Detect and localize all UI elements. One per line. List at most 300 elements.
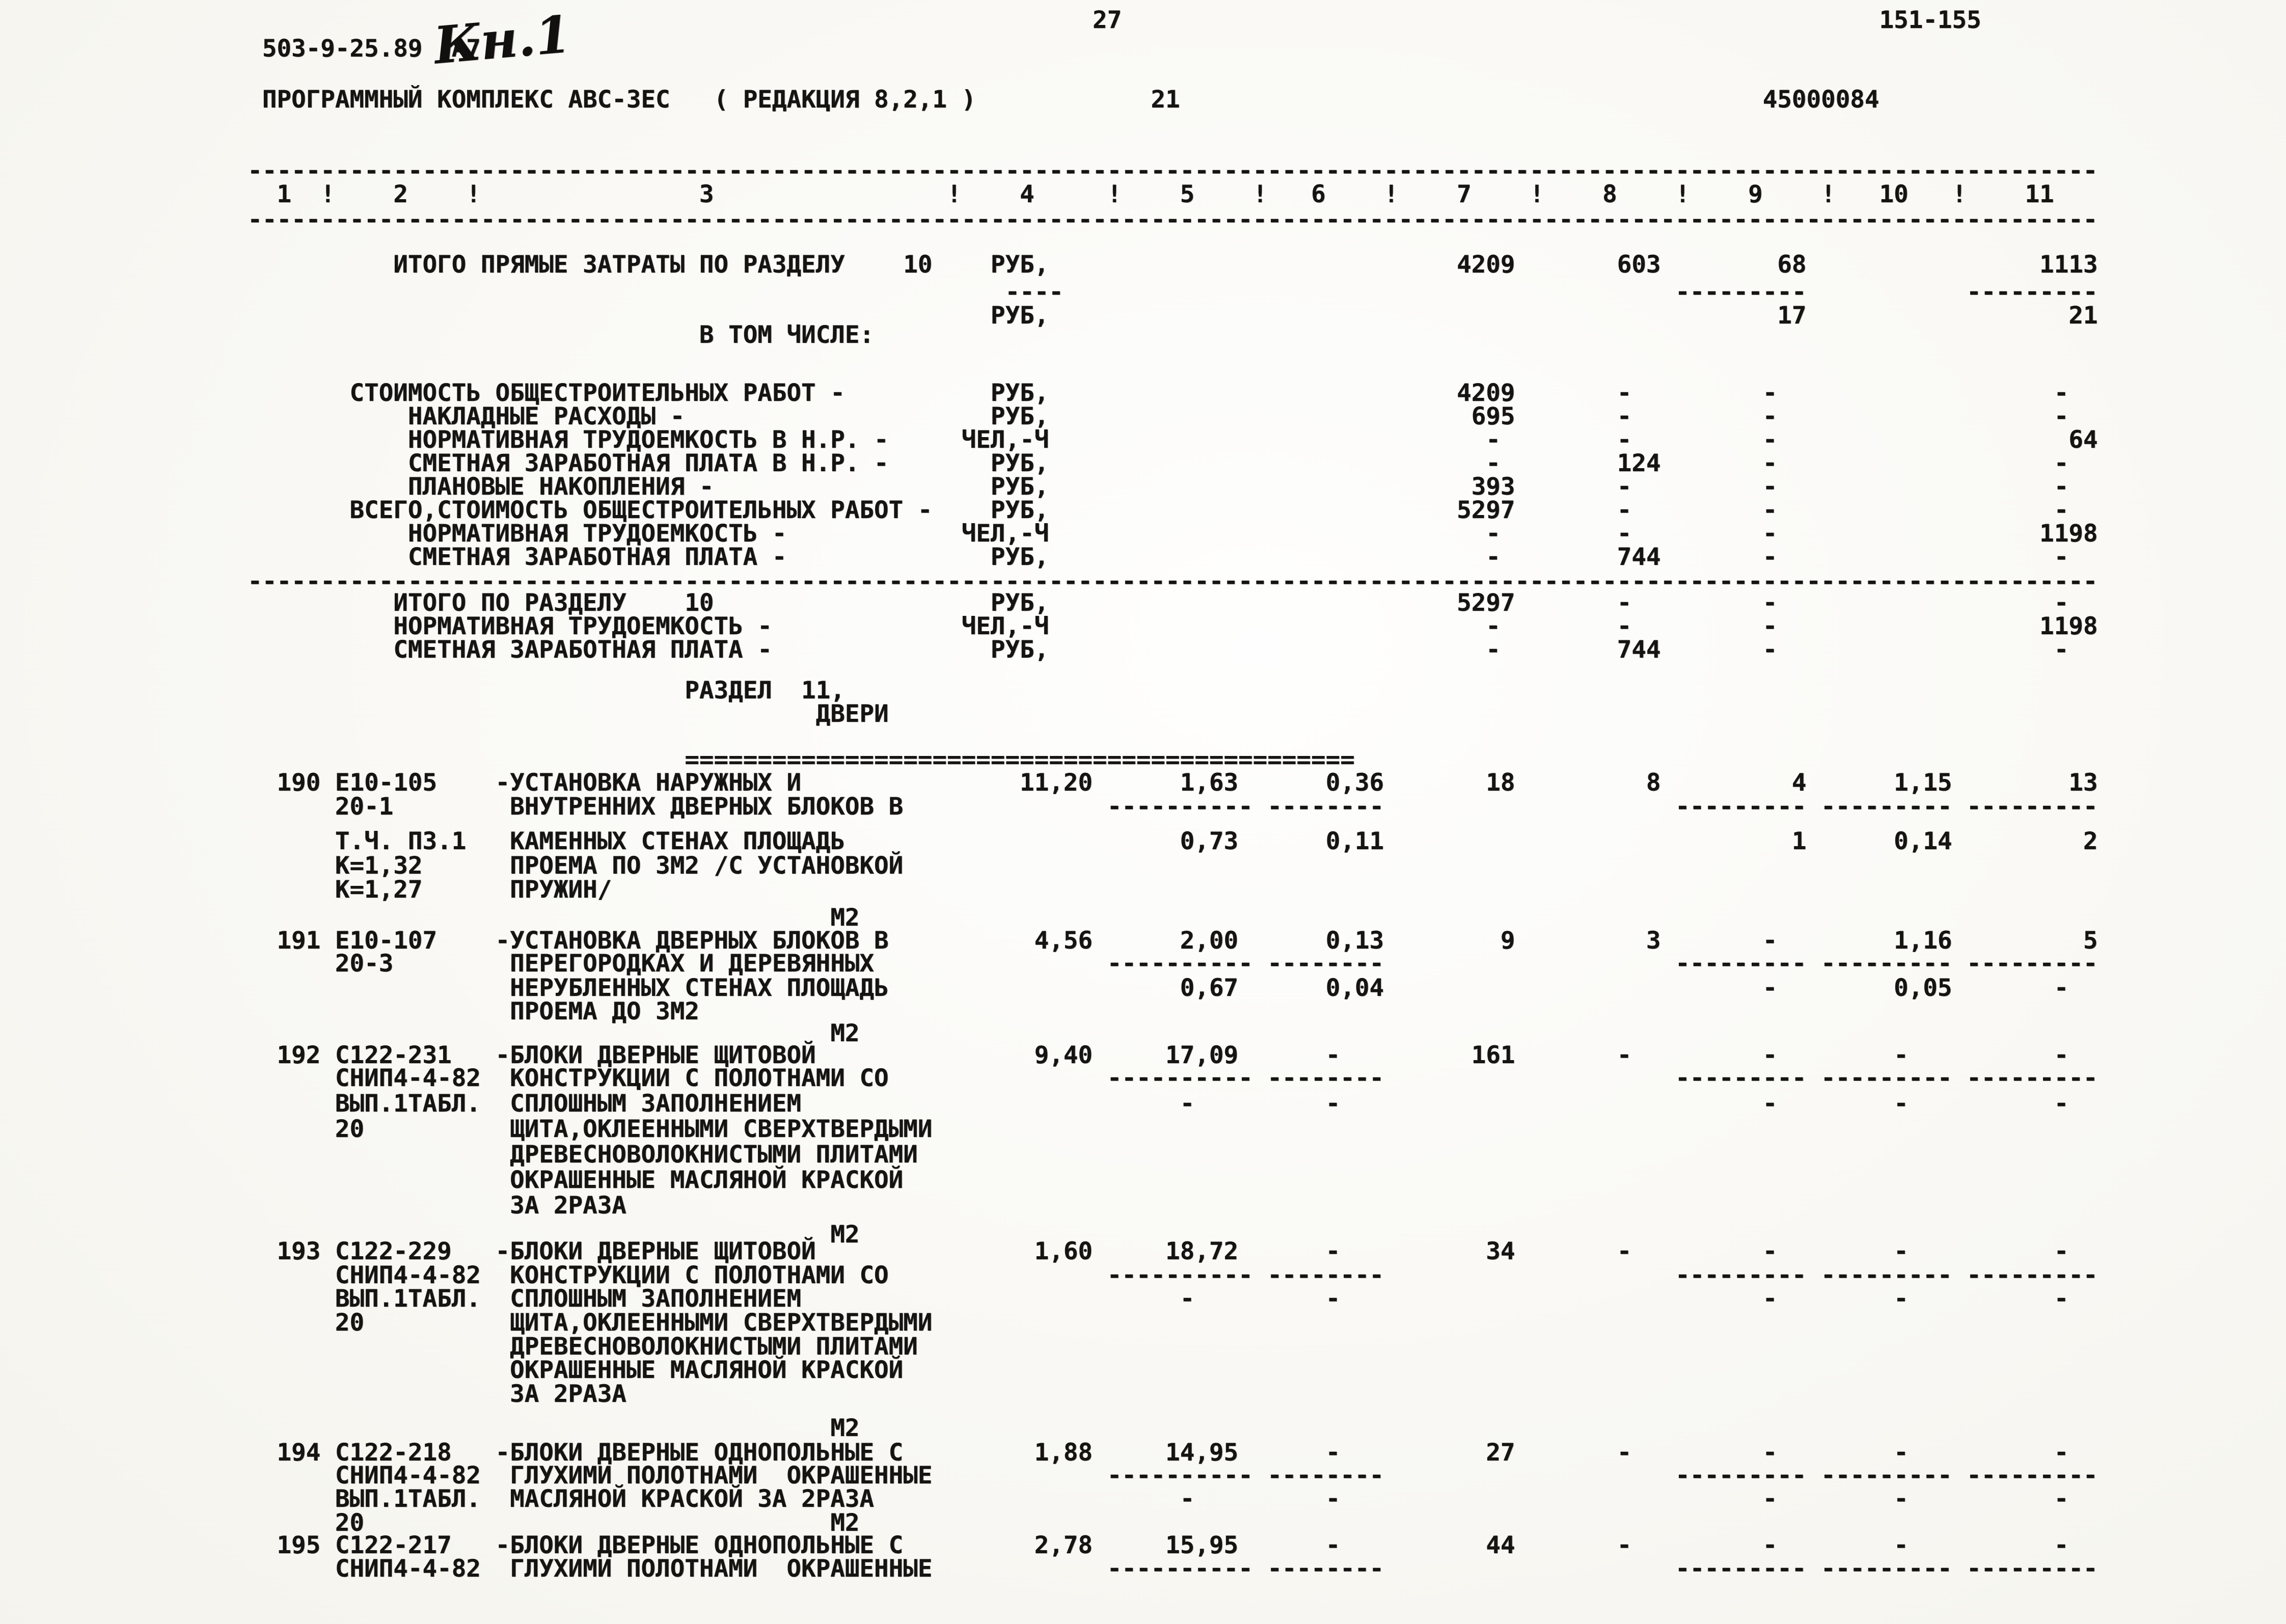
item-192-line-1-segment: - xyxy=(1762,1041,1778,1069)
item-192-line-1-segment: - xyxy=(2054,1041,2069,1069)
cost-row-smetnaya-zp-nr-segment: - xyxy=(1762,449,1778,477)
cost-row-vsego-segment: ВСЕГО,СТОИМОСТЬ ОБЩЕСТРОИТЕЛЬНЫХ РАБОТ - xyxy=(349,496,933,524)
column-numbers-row-segment: 8 xyxy=(1602,180,1617,208)
item-194-line-1-segment: 194 xyxy=(277,1439,321,1467)
cost-row-smetnaya-zp-nr-segment: - xyxy=(1486,449,1501,477)
item-192-line-2 xyxy=(0,1066,2286,1093)
section-total-norm-trud-segment: НОРМАТИВНАЯ ТРУДОЕМКОСТЬ - xyxy=(393,612,772,640)
cost-row-obshhestroit-segment: 4209 xyxy=(1457,379,1515,407)
item-192-line-3 xyxy=(0,1092,2286,1118)
item-195-line-2-segment: -------- xyxy=(1267,1555,1384,1583)
item-192-line-1-segment: 192 xyxy=(277,1041,321,1069)
item-193-line-7-segment: ЗА 2РАЗА xyxy=(510,1380,627,1408)
item-190-line-5 xyxy=(0,878,2286,904)
cost-row-norm-trud-segment: - xyxy=(1486,520,1501,548)
cost-row-vsego-segment: - xyxy=(1762,496,1778,524)
item-193-line-6-segment: ОКРАШЕННЫЕ МАСЛЯНОЙ КРАСКОЙ xyxy=(510,1356,904,1384)
table-rule-top-segment: ------------------------------------------------------------------------------------------------------------------------------- xyxy=(248,157,2098,185)
program-title-line-segment: ПРОГРАММНЫЙ КОМПЛЕКС АВС-3ЕС xyxy=(262,86,670,114)
item-190-line-2-segment: --------- xyxy=(1675,793,1807,821)
totals-direct-row xyxy=(0,253,2286,279)
cost-row-nakladnye-segment: - xyxy=(1617,402,1632,430)
item-192-line-3-segment: СПЛОШНЫМ ЗАПОЛНЕНИЕМ xyxy=(510,1090,801,1118)
column-numbers-row-segment: ! xyxy=(947,180,962,208)
item-190-line-5-segment: ПРУЖИН/ xyxy=(510,876,612,904)
section-11-heading xyxy=(0,676,2286,705)
item-192-line-4-segment: ЩИТА,ОКЛЕЕННЫМИ СВЕРХТВЕРДЫМИ xyxy=(510,1115,933,1143)
cost-row-planovye-segment: - xyxy=(2054,473,2069,501)
item-191-line-1-segment: 5 xyxy=(2083,927,2098,955)
item-194-line-4-segment: М2 xyxy=(830,1509,860,1537)
item-190-line-2 xyxy=(0,795,2286,821)
cost-row-norm-trud-segment: ЧЕЛ,-Ч xyxy=(961,520,1049,548)
item-191-line-2-segment: --------- xyxy=(1821,950,1952,978)
table-rule-top xyxy=(0,159,2286,185)
item-194-line-4-segment: 20 xyxy=(335,1509,364,1537)
item-194-line-2-segment: --------- xyxy=(1967,1461,2098,1490)
section-total-norm-trud-segment: - xyxy=(1486,612,1501,640)
column-numbers-row-segment: 2 xyxy=(393,180,408,208)
item-193-line-3-segment: - xyxy=(1894,1285,1909,1313)
items-rule-segment: ============================================== xyxy=(685,746,1355,774)
item-190-line-1-segment: 4 xyxy=(1791,769,1807,797)
cost-row-smetnaya-zp-segment: 744 xyxy=(1617,543,1661,571)
cost-row-norm-trud-segment: 1198 xyxy=(2039,520,2098,548)
cost-row-norm-trud-nr-segment: ЧЕЛ,-Ч xyxy=(961,426,1049,454)
item-190-line-2-segment: ВНУТРЕННИХ ДВЕРНЫХ БЛОКОВ В xyxy=(510,793,904,821)
header-page-number-row xyxy=(0,8,2286,35)
item-191-unit-segment: М2 xyxy=(830,1019,860,1047)
item-194-line-2-segment: --------- xyxy=(1675,1461,1807,1490)
column-numbers-row-segment: 1 xyxy=(277,180,291,208)
item-192-line-6 xyxy=(0,1168,2286,1195)
item-193-line-2-segment: СНИП4-4-82 xyxy=(335,1261,481,1289)
item-193-line-2-segment: --------- xyxy=(1675,1261,1807,1289)
totals-direct-row-segment: 10 xyxy=(903,251,933,279)
section-rule-segment: ------------------------------------------------------------------------------------------------------------------------------- xyxy=(248,567,2098,596)
item-190-line-3-segment: 0,73 xyxy=(1180,827,1238,855)
totals-direct-underline-segment: ---- xyxy=(1005,278,1064,306)
item-192-line-1-segment: - xyxy=(1617,1041,1632,1069)
item-193-line-3-segment: - xyxy=(1180,1285,1195,1313)
column-numbers-row-segment: 7 xyxy=(1457,180,1472,208)
section-total-row-segment: ИТОГО ПО РАЗДЕЛУ xyxy=(393,589,627,617)
cost-row-norm-trud-nr-segment: - xyxy=(1617,426,1632,454)
cost-row-planovye-segment: 393 xyxy=(1471,473,1515,501)
section-total-norm-trud-segment: - xyxy=(1617,612,1632,640)
item-190-line-3-segment: 0,11 xyxy=(1325,827,1384,855)
column-numbers-row-segment: 4 xyxy=(1020,180,1035,208)
item-192-line-3-segment: - xyxy=(1180,1090,1195,1118)
item-192-line-3-segment: - xyxy=(1762,1090,1778,1118)
item-191-line-3-segment: НЕРУБЛЕННЫХ СТЕНАХ ПЛОЩАДЬ xyxy=(510,974,889,1002)
cost-row-norm-trud-nr xyxy=(0,428,2286,454)
cost-row-nakladnye-segment: НАКЛАДНЫЕ РАСХОДЫ - xyxy=(407,402,685,430)
column-numbers-row-segment: ! xyxy=(1952,180,1967,208)
section-total-norm-trud xyxy=(0,614,2286,641)
section-total-row xyxy=(0,591,2286,617)
item-191-line-2-segment: -------- xyxy=(1267,950,1384,978)
program-title-line-segment: ( РЕДАКЦИЯ 8,2,1 ) xyxy=(714,86,976,114)
cost-row-smetnaya-zp-nr-segment: РУБ, xyxy=(990,449,1049,477)
project-code-line xyxy=(0,37,2286,63)
item-191-line-3-segment: - xyxy=(2054,974,2069,1002)
item-193-line-1-segment: - xyxy=(1617,1237,1632,1265)
cost-row-vsego xyxy=(0,498,2286,525)
item-195-line-2 xyxy=(0,1557,2286,1583)
item-191-line-2-segment: ---------- xyxy=(1107,950,1253,978)
totals-direct-row-segment: 68 xyxy=(1777,251,1807,279)
item-190-line-2-segment: --------- xyxy=(1967,793,2098,821)
item-195-line-1-segment: -БЛОКИ ДВЕРНЫЕ ОДНОПОЛЬНЫЕ С xyxy=(495,1531,904,1559)
item-190-line-1-segment: 0,36 xyxy=(1325,769,1384,797)
section-total-row-segment: - xyxy=(1762,589,1778,617)
cost-row-planovye-segment: ПЛАНОВЫЕ НАКОПЛЕНИЯ - xyxy=(407,473,714,501)
item-192-line-1-segment: - xyxy=(1894,1041,1909,1069)
item-190-line-3-segment: 2 xyxy=(2083,827,2098,855)
item-191-line-1-segment: - xyxy=(1762,927,1778,955)
item-192-line-2-segment: -------- xyxy=(1267,1064,1384,1092)
column-numbers-row xyxy=(0,182,2286,209)
handwritten-book-note: Кн.1 xyxy=(431,4,573,76)
section-total-row-segment: 10 xyxy=(685,589,714,617)
item-190-line-3-segment: КАМЕННЫХ СТЕНАХ ПЛОЩАДЬ xyxy=(510,827,845,855)
item-193-line-1-segment: 193 xyxy=(277,1237,321,1265)
header-page-number-row-segment: 151-155 xyxy=(1879,6,1981,34)
item-194-line-3-segment: - xyxy=(1894,1485,1909,1513)
cost-row-nakladnye-segment: 695 xyxy=(1471,402,1515,430)
item-195-line-1-segment: - xyxy=(1762,1531,1778,1559)
column-numbers-row-segment: 10 xyxy=(1879,180,1909,208)
section-total-smetnaya-zp-segment: - xyxy=(2054,636,2069,664)
item-192-line-7-segment: ЗА 2РАЗА xyxy=(510,1192,627,1220)
cost-row-obshhestroit xyxy=(0,381,2286,408)
section-total-smetnaya-zp-segment: 744 xyxy=(1617,636,1661,664)
item-190-line-2-segment: ---------- xyxy=(1107,793,1253,821)
item-194-line-2-segment: СНИП4-4-82 xyxy=(335,1461,481,1490)
item-195-line-1-segment: - xyxy=(1894,1531,1909,1559)
item-193-line-4-segment: 20 xyxy=(335,1309,364,1337)
item-194-line-2-segment: -------- xyxy=(1267,1461,1384,1490)
item-193-line-3-segment: - xyxy=(2054,1285,2069,1313)
item-193-line-1-segment: - xyxy=(1325,1237,1341,1265)
cost-row-obshhestroit-segment: - xyxy=(2054,379,2069,407)
item-192-line-4 xyxy=(0,1117,2286,1144)
item-194-line-1-segment: - xyxy=(1894,1439,1909,1467)
cost-row-planovye-segment: - xyxy=(1762,473,1778,501)
column-numbers-row-segment: ! xyxy=(466,180,481,208)
item-194-line-1-segment: -БЛОКИ ДВЕРНЫЕ ОДНОПОЛЬНЫЕ С xyxy=(495,1439,904,1467)
item-193-line-7 xyxy=(0,1382,2286,1409)
item-192-line-1-segment: 161 xyxy=(1471,1041,1515,1069)
item-193-line-1-segment: - xyxy=(1894,1237,1909,1265)
item-194-line-1-segment: 1,88 xyxy=(1034,1439,1093,1467)
item-195-line-2-segment: ГЛУХИМИ ПОЛОТНАМИ ОКРАШЕННЫЕ xyxy=(510,1555,933,1583)
item-190-line-2-segment: --------- xyxy=(1821,793,1952,821)
item-190-line-1-segment: 190 xyxy=(277,769,321,797)
item-192-line-2-segment: КОНСТРУКЦИИ С ПОЛОТНАМИ СО xyxy=(510,1064,889,1092)
v-tom-chisle-row-segment: В ТОМ ЧИСЛЕ: xyxy=(699,321,874,349)
item-194-line-3-segment: МАСЛЯНОЙ КРАСКОЙ ЗА 2РАЗА xyxy=(510,1485,874,1513)
item-195-line-1-segment: - xyxy=(2054,1531,2069,1559)
item-195-line-2-segment: ---------- xyxy=(1107,1555,1253,1583)
item-191-line-1-segment: Е10-107 xyxy=(335,927,437,955)
item-191-line-3-segment: 0,67 xyxy=(1180,974,1238,1002)
cost-row-norm-trud-nr-segment: - xyxy=(1486,426,1501,454)
item-192-line-1-segment: - xyxy=(1325,1041,1341,1069)
totals-direct-underline-segment: --------- xyxy=(1675,278,1807,306)
item-194-line-3-segment: - xyxy=(1325,1485,1341,1513)
item-193-line-3-segment: - xyxy=(1762,1285,1778,1313)
cost-row-norm-trud-nr-segment: НОРМАТИВНАЯ ТРУДОЕМКОСТЬ В Н.Р. - xyxy=(407,426,889,454)
item-191-line-1-segment: 1,16 xyxy=(1894,927,1952,955)
section-total-norm-trud-segment: ЧЕЛ,-Ч xyxy=(961,612,1049,640)
project-code-line-segment: 503-9-25.89 А7 xyxy=(262,35,481,63)
cost-row-obshhestroit-segment: СТОИМОСТЬ ОБЩЕСТРОИТЕЛЬНЫХ РАБОТ - xyxy=(349,379,845,407)
column-numbers-row-segment: ! xyxy=(1384,180,1399,208)
column-numbers-row-segment: ! xyxy=(1530,180,1544,208)
item-194-line-3-segment: - xyxy=(1762,1485,1778,1513)
column-numbers-row-segment: ! xyxy=(1675,180,1690,208)
item-193-line-2-segment: --------- xyxy=(1967,1261,2098,1289)
item-191-line-3-segment: - xyxy=(1762,974,1778,1002)
item-190-line-3-segment: 1 xyxy=(1791,827,1807,855)
cost-row-norm-trud xyxy=(0,522,2286,548)
item-190-line-2-segment: -------- xyxy=(1267,793,1384,821)
item-192-line-3-segment: - xyxy=(1894,1090,1909,1118)
item-192-line-2-segment: --------- xyxy=(1821,1064,1952,1092)
item-195-line-2-segment: --------- xyxy=(1675,1555,1807,1583)
item-190-line-4-segment: К=1,32 xyxy=(335,852,423,880)
item-192-line-5 xyxy=(0,1143,2286,1169)
item-191-line-1-segment: 191 xyxy=(277,927,321,955)
item-192-line-1-segment: -БЛОКИ ДВЕРНЫЕ ЩИТОВОЙ xyxy=(495,1041,816,1069)
item-193-unit-segment: М2 xyxy=(830,1414,860,1442)
item-193-line-1-segment: С122-229 xyxy=(335,1237,452,1265)
section-total-smetnaya-zp-segment: - xyxy=(1762,636,1778,664)
item-193-line-2-segment: КОНСТРУКЦИИ С ПОЛОТНАМИ СО xyxy=(510,1261,889,1289)
item-194-line-3-segment: - xyxy=(1180,1485,1195,1513)
item-195-line-2-segment: --------- xyxy=(1967,1555,2098,1583)
item-194-line-1-segment: - xyxy=(1325,1439,1341,1467)
item-195-line-2-segment: СНИП4-4-82 xyxy=(335,1555,481,1583)
item-191-line-3-segment: 0,05 xyxy=(1894,974,1952,1002)
item-191-line-1-segment: 9 xyxy=(1500,927,1515,955)
program-title-line-segment: 21 xyxy=(1151,86,1180,114)
cost-row-smetnaya-zp-nr xyxy=(0,451,2286,478)
item-192-line-1-segment: 9,40 xyxy=(1034,1041,1093,1069)
program-title-line-segment: 45000084 xyxy=(1762,86,1880,114)
cost-row-smetnaya-zp-nr-segment: - xyxy=(2054,449,2069,477)
item-190-line-1-segment: 1,15 xyxy=(1894,769,1952,797)
item-193-line-3-segment: - xyxy=(1325,1285,1341,1313)
item-193-line-5 xyxy=(0,1335,2286,1361)
column-numbers-row-segment: 9 xyxy=(1748,180,1763,208)
section-11-heading-segment: РАЗДЕЛ 11, xyxy=(685,676,845,705)
cost-row-norm-trud-segment: - xyxy=(1762,520,1778,548)
item-191-line-2-segment: --------- xyxy=(1675,950,1807,978)
item-193-line-3-segment: СПЛОШНЫМ ЗАПОЛНЕНИЕМ xyxy=(510,1285,801,1313)
item-193-line-1-segment: - xyxy=(1762,1237,1778,1265)
item-192-line-2-segment: --------- xyxy=(1675,1064,1807,1092)
cost-row-smetnaya-zp-segment: РУБ, xyxy=(990,543,1049,571)
cost-row-vsego-segment: - xyxy=(2054,496,2069,524)
item-194-line-1-segment: 27 xyxy=(1486,1439,1515,1467)
cost-row-vsego-segment: РУБ, xyxy=(990,496,1049,524)
item-192-line-5-segment: ДРЕВЕСНОВОЛОКНИСТЫМИ ПЛИТАМИ xyxy=(510,1141,918,1169)
item-193-line-1-segment: - xyxy=(2054,1237,2069,1265)
item-191-line-1-segment: 4,56 xyxy=(1034,927,1093,955)
cost-row-norm-trud-nr-segment: 64 xyxy=(2069,426,2098,454)
section-total-row-segment: - xyxy=(1617,589,1632,617)
column-numbers-row-segment: 11 xyxy=(2025,180,2054,208)
cost-row-norm-trud-segment: - xyxy=(1617,520,1632,548)
item-192-line-7 xyxy=(0,1194,2286,1220)
item-191-line-3-segment: 0,04 xyxy=(1325,974,1384,1002)
item-193-line-5-segment: ДРЕВЕСНОВОЛОКНИСТЫМИ ПЛИТАМИ xyxy=(510,1333,918,1361)
item-193-line-1-segment: 18,72 xyxy=(1165,1237,1238,1265)
totals-direct-underline-segment: --------- xyxy=(1967,278,2098,306)
item-193-line-6 xyxy=(0,1358,2286,1385)
item-192-line-1-segment: С122-231 xyxy=(335,1041,452,1069)
item-194-line-2-segment: --------- xyxy=(1821,1461,1952,1490)
section-total-smetnaya-zp-segment: - xyxy=(1486,636,1501,664)
item-190-line-3-segment: Т.Ч. П3.1 xyxy=(335,827,467,855)
item-190-line-1-segment: 1,63 xyxy=(1180,769,1238,797)
header-page-number-row-segment: 27 xyxy=(1093,6,1122,34)
item-192-line-4-segment: 20 xyxy=(335,1115,364,1143)
item-191-line-1-segment: 0,13 xyxy=(1325,927,1384,955)
item-193-line-3-segment: ВЫП.1ТАБЛ. xyxy=(335,1285,481,1313)
item-192-line-2-segment: СНИП4-4-82 xyxy=(335,1064,481,1092)
cost-row-nakladnye-segment: - xyxy=(2054,402,2069,430)
cost-row-nakladnye-segment: - xyxy=(1762,402,1778,430)
item-190-line-1-segment: -УСТАНОВКА НАРУЖНЫХ И xyxy=(495,769,801,797)
item-190-line-2-segment: 20-1 xyxy=(335,793,394,821)
program-title-line xyxy=(0,88,2286,114)
item-193-line-1-segment: 34 xyxy=(1486,1237,1515,1265)
totals-direct-row-segment: РУБ, xyxy=(990,251,1049,279)
item-194-line-1-segment: - xyxy=(1762,1439,1778,1467)
item-192-unit-segment: М2 xyxy=(830,1221,860,1249)
v-tom-chisle-row xyxy=(0,323,2286,349)
totals-direct-rub-row-segment: 17 xyxy=(1777,302,1807,330)
item-195-line-1-segment: 15,95 xyxy=(1165,1531,1238,1559)
item-190-unit-segment: М2 xyxy=(830,904,860,932)
cost-row-smetnaya-zp-nr-segment: СМЕТНАЯ ЗАРАБОТНАЯ ПЛАТА В Н.Р. - xyxy=(407,449,889,477)
totals-direct-row-segment: 4209 xyxy=(1457,251,1515,279)
column-numbers-row-segment: ! xyxy=(1821,180,1836,208)
table-rule-bottom xyxy=(0,208,2286,234)
totals-direct-underline xyxy=(0,280,2286,307)
item-190-line-3-segment: 0,14 xyxy=(1894,827,1952,855)
totals-direct-rub-row-segment: 21 xyxy=(2069,302,2098,330)
section-total-norm-trud-segment: - xyxy=(1762,612,1778,640)
cost-row-obshhestroit-segment: - xyxy=(1762,379,1778,407)
item-190-line-5-segment: К=1,27 xyxy=(335,876,423,904)
section-11-title-segment: ДВЕРИ xyxy=(815,700,889,728)
cost-row-smetnaya-zp-nr-segment: 124 xyxy=(1617,449,1661,477)
totals-direct-row-segment: ИТОГО ПРЯМЫЕ ЗАТРАТЫ ПО РАЗДЕЛУ xyxy=(393,251,845,279)
cost-row-smetnaya-zp-segment: СМЕТНАЯ ЗАРАБОТНАЯ ПЛАТА - xyxy=(407,543,787,571)
item-190-line-1-segment: 18 xyxy=(1486,769,1515,797)
section-11-title xyxy=(0,702,2286,728)
totals-direct-row-segment: 603 xyxy=(1617,251,1661,279)
item-193-line-2-segment: -------- xyxy=(1267,1261,1384,1289)
item-194-line-3-segment: ВЫП.1ТАБЛ. xyxy=(335,1485,481,1513)
item-192-line-2-segment: --------- xyxy=(1967,1064,2098,1092)
column-numbers-row-segment: 6 xyxy=(1311,180,1326,208)
cost-row-obshhestroit-segment: РУБ, xyxy=(990,379,1049,407)
item-195-line-1-segment: С122-217 xyxy=(335,1531,452,1559)
item-191-line-4-segment: ПРОЕМА ДО 3М2 xyxy=(510,997,699,1025)
item-193-line-4 xyxy=(0,1311,2286,1337)
item-191-line-2-segment: 20-3 xyxy=(335,950,394,978)
item-192-line-3-segment: ВЫП.1ТАБЛ. xyxy=(335,1090,481,1118)
cost-row-norm-trud-segment: НОРМАТИВНАЯ ТРУДОЕМКОСТЬ - xyxy=(407,520,787,548)
column-numbers-row-segment: ! xyxy=(320,180,335,208)
item-192-line-2-segment: ---------- xyxy=(1107,1064,1253,1092)
item-194-line-2-segment: ---------- xyxy=(1107,1461,1253,1490)
cost-row-smetnaya-zp-segment: - xyxy=(2054,543,2069,571)
item-194-line-1-segment: - xyxy=(1617,1439,1632,1467)
item-193-line-1-segment: 1,60 xyxy=(1034,1237,1093,1265)
totals-direct-rub-row-segment: РУБ, xyxy=(990,302,1049,330)
item-194-line-2-segment: ГЛУХИМИ ПОЛОТНАМИ ОКРАШЕННЫЕ xyxy=(510,1461,933,1490)
cost-row-nakladnye xyxy=(0,404,2286,431)
section-total-row-segment: 5297 xyxy=(1457,589,1515,617)
cost-row-norm-trud-nr-segment: - xyxy=(1762,426,1778,454)
section-total-smetnaya-zp-segment: РУБ, xyxy=(990,636,1049,664)
column-numbers-row-segment: ! xyxy=(1107,180,1122,208)
item-194-line-1-segment: С122-218 xyxy=(335,1439,452,1467)
cost-row-nakladnye-segment: РУБ, xyxy=(990,402,1049,430)
totals-direct-row-segment: 1113 xyxy=(2039,251,2098,279)
item-192-line-3-segment: - xyxy=(1325,1090,1341,1118)
item-191-line-1-segment: 3 xyxy=(1646,927,1661,955)
item-192-line-3-segment: - xyxy=(2054,1090,2069,1118)
section-total-row-segment: РУБ, xyxy=(990,589,1049,617)
section-total-row-segment: - xyxy=(2054,589,2069,617)
cost-row-vsego-segment: - xyxy=(1617,496,1632,524)
item-195-line-1-segment: - xyxy=(1325,1531,1341,1559)
item-193-line-2-segment: ---------- xyxy=(1107,1261,1253,1289)
section-total-smetnaya-zp-segment: СМЕТНАЯ ЗАРАБОТНАЯ ПЛАТА - xyxy=(393,636,772,664)
cost-row-planovye-segment: - xyxy=(1617,473,1632,501)
item-190-line-1-segment: Е10-105 xyxy=(335,769,437,797)
cost-row-planovye-segment: РУБ, xyxy=(990,473,1049,501)
cost-row-smetnaya-zp-segment: - xyxy=(1486,543,1501,571)
item-195-line-1-segment: 44 xyxy=(1486,1531,1515,1559)
item-191-line-1-segment: -УСТАНОВКА ДВЕРНЫХ БЛОКОВ В xyxy=(495,927,889,955)
item-193-line-2-segment: --------- xyxy=(1821,1261,1952,1289)
item-190-line-4-segment: ПРОЕМА ПО 3М2 /С УСТАНОВКОЙ xyxy=(510,852,904,880)
cost-row-obshhestroit-segment: - xyxy=(1617,379,1632,407)
cost-row-vsego-segment: 5297 xyxy=(1457,496,1515,524)
item-194-line-3-segment: - xyxy=(2054,1485,2069,1513)
item-190-line-1-segment: 11,20 xyxy=(1020,769,1093,797)
cost-row-smetnaya-zp-segment: - xyxy=(1762,543,1778,571)
item-194-line-1-segment: - xyxy=(2054,1439,2069,1467)
table-rule-bottom-segment: ------------------------------------------------------------------------------------------------------------------------------- xyxy=(248,206,2098,234)
section-total-smetnaya-zp xyxy=(0,638,2286,664)
item-191-line-2-segment: ПЕРЕГОРОДКАХ И ДЕРЕВЯННЫХ xyxy=(510,950,874,978)
item-192-line-6-segment: ОКРАШЕННЫЕ МАСЛЯНОЙ КРАСКОЙ xyxy=(510,1166,904,1194)
item-191-line-2-segment: --------- xyxy=(1967,950,2098,978)
item-190-line-1-segment: 8 xyxy=(1646,769,1661,797)
item-193-line-1-segment: -БЛОКИ ДВЕРНЫЕ ЩИТОВОЙ xyxy=(495,1237,816,1265)
item-191-line-1-segment: 2,00 xyxy=(1180,927,1238,955)
